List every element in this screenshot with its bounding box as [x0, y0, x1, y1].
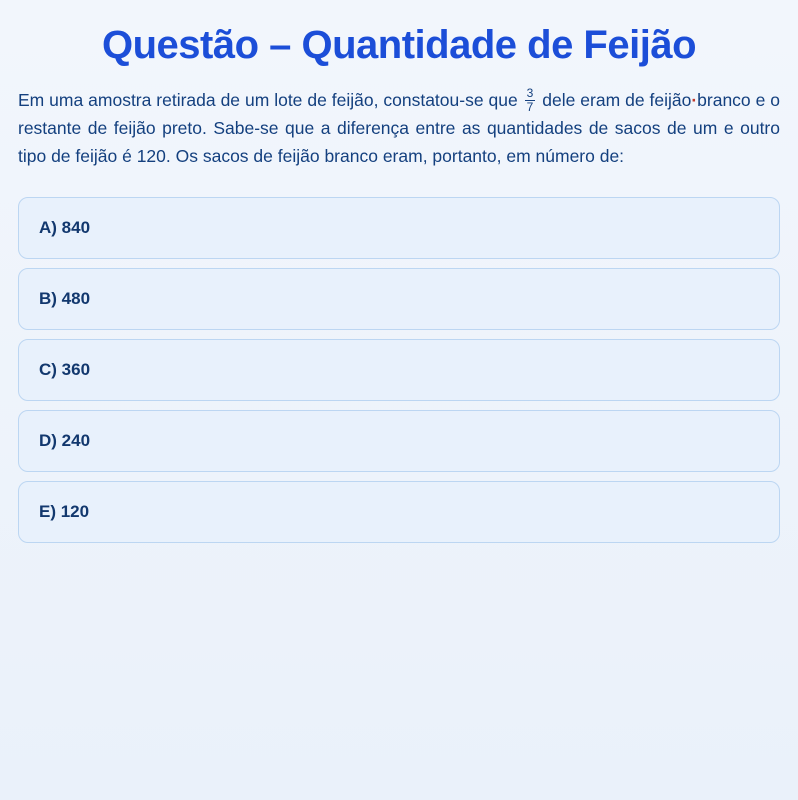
option-d[interactable]: D) 240 [18, 410, 780, 472]
middle-dot-separator: · [691, 89, 698, 110]
option-e[interactable]: E) 120 [18, 481, 780, 543]
answer-options-list [16, 197, 782, 543]
question-statement [16, 86, 782, 171]
fraction-denominator: 7 [526, 99, 534, 114]
statement-text-before-fraction: Em uma amostra retirada de um lote de feijão, constatou-se que [18, 89, 518, 110]
fraction-three-sevenths [525, 87, 536, 113]
fraction-numerator: 3 [526, 86, 534, 101]
page-title: Questão – Quantidade de Feijão [101, 23, 697, 67]
option-b[interactable]: B) 480 [18, 268, 780, 330]
statement-text-after: branco e o restante de feijão preto. Sabe-se que a diferença entre as quantidades de sacos de um e outro tipo de feijão é 120. Os sacos de feijão branco eram, portanto, em número de: [18, 89, 780, 167]
option-c[interactable]: C) 360 [18, 339, 780, 401]
statement-text-middle: dele eram de feijão [542, 89, 692, 110]
option-a[interactable]: A) 840 [18, 197, 780, 259]
